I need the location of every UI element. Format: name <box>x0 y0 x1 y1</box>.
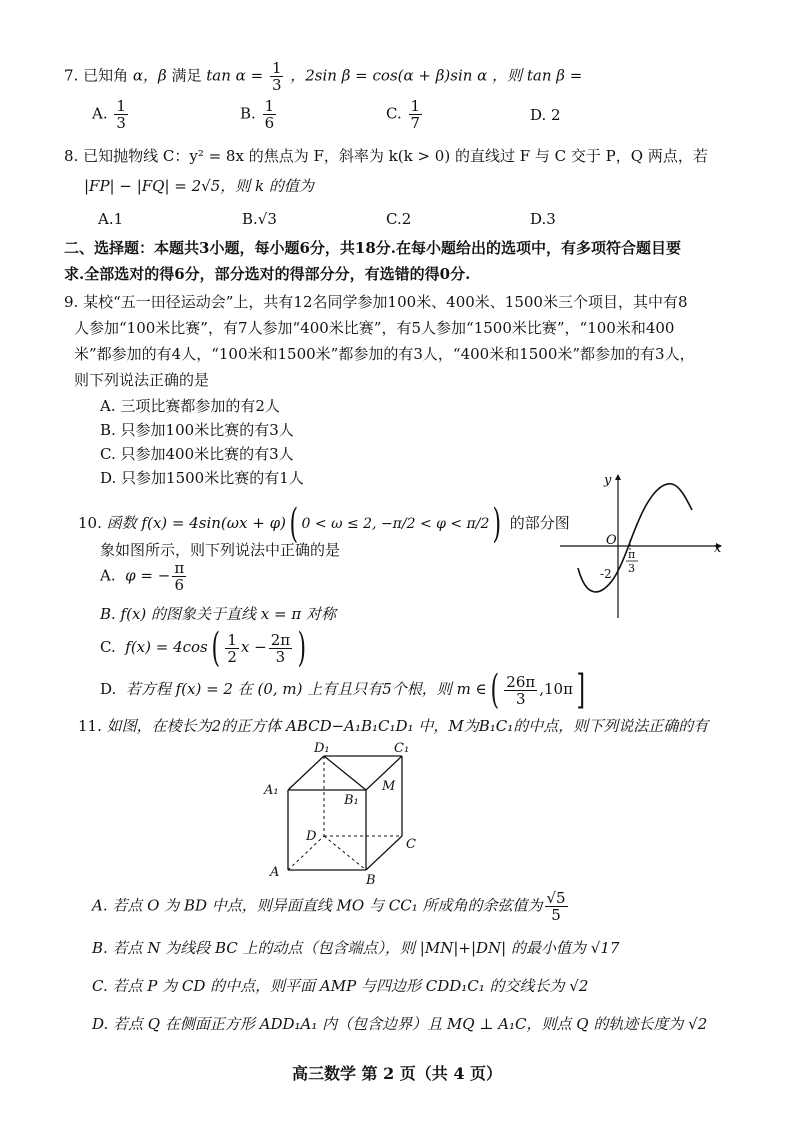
q9-option-b: B. 只参加100米比赛的有3人 <box>100 421 294 439</box>
x-tick-num: π <box>628 548 636 561</box>
q11-stem: 11. 如图，在棱长为2的正方体 ABCD−A₁B₁C₁D₁ 中，M为B₁C₁的中点，则下列说法正确的有 <box>78 717 709 735</box>
q10-option-a: A. φ = − $\frac{\pi}{6}$ <box>100 559 185 594</box>
q7-option-b: B. $\frac{1}{6}$ <box>240 97 275 132</box>
q10-sine-graph <box>556 470 726 620</box>
label-d1: D₁ <box>314 741 330 756</box>
q7-option-a: A. $\frac{1}{3}$ <box>92 97 126 132</box>
q9-stem-line3: 米”都参加的有4人，“100米和1500米”都参加的有3人，“400米和1500米”都参加的有3人， <box>74 345 695 363</box>
label-b1: B₁ <box>344 793 359 808</box>
x-axis-label: x <box>714 541 722 556</box>
q11-option-c: C. 若点 P 为 CD 的中点，则平面 AMP 与四边形 CDD₁C₁ 的交线长为 √2 <box>92 977 589 995</box>
q10-stem-line1: 10. 函数 f(x) = 4sin(ωx + φ)( 0 < ω ≤ 2, −π/2 < φ < π/2) 的部分图 <box>78 501 570 547</box>
label-d: D <box>306 829 317 844</box>
label-c: C <box>406 837 416 852</box>
q8-option-a: A.1 <box>98 210 124 228</box>
q10-option-b: B. f(x) 的图象关于直线 x = π 对称 <box>100 605 337 623</box>
q8-option-c: C.2 <box>386 210 412 228</box>
label-b: B <box>366 873 376 888</box>
q8-option-d: D.3 <box>530 210 556 228</box>
origin-label: O <box>606 533 617 548</box>
y-tick-label: -2 <box>600 567 612 581</box>
q8-stem-line2: |FP| − |FQ| = 2√5，则 k 的值为 <box>84 177 314 195</box>
label-c1: C₁ <box>394 741 410 756</box>
label-m: M <box>382 779 396 794</box>
q10-option-d: D. 若方程 f(x) = 2 在 (0, m) 上有且只有5个根，则 m ∈( $\frac{26\pi}{3}$ ,10π] <box>100 667 586 713</box>
q9-stem-line2: 人参加“100米比赛”，有7人参加“400米比赛”，有5人参加“1500米比赛”，“100米和400 <box>74 319 675 337</box>
q9-option-c: C. 只参加400米比赛的有3人 <box>100 445 294 463</box>
q7-stem: 7. 已知角 α，β 满足 tan α = $\frac{1}{3}$ ，2sin β = cos(α + β)sin α ，则 tan β = <box>64 59 583 94</box>
q11-option-d: D. 若点 Q 在侧面正方形 ADD₁A₁ 内（包含边界）且 MQ ⊥ A₁C，则点 Q 的轨迹长度为 √2 <box>92 1015 708 1033</box>
q9-stem-line4: 则下列说法正确的是 <box>74 371 210 389</box>
q7-number: 7. <box>64 66 79 85</box>
fraction: $\frac{1}{3}$ <box>271 59 282 94</box>
y-axis-label: y <box>604 473 612 488</box>
q9-option-d: D. 只参加1500米比赛的有1人 <box>100 469 304 487</box>
label-a: A <box>270 865 280 880</box>
q9-stem-line1: 9. 某校“五一田径运动会”上，共有12名同学参加100米、400米、1500米三个项目，其中有8 <box>64 293 688 311</box>
section2-heading-line1: 二、选择题：本题共3小题，每小题6分，共18分.在每小题给出的选项中，有多项符合题目要 <box>64 239 681 257</box>
q11-cube-figure <box>258 738 428 888</box>
page-footer: 高三数学 第 2 页（共 4 页） <box>291 1064 503 1083</box>
q8-option-b: B.√3 <box>242 210 277 228</box>
q8-stem-line1: 8. 已知抛物线 C：y² = 8x 的焦点为 F，斜率为 k(k > 0) 的直线过 F 与 C 交于 P，Q 两点，若 <box>64 147 708 165</box>
y-axis-arrow <box>615 474 621 480</box>
section2-heading-line2: 求.全部选对的得6分，部分选对的得部分分，有选错的得0分. <box>64 265 471 283</box>
sine-curve <box>578 484 692 592</box>
x-tick-den: 3 <box>628 562 635 575</box>
q10-stem-line2: 象如图所示，则下列说法中正确的是 <box>100 541 341 559</box>
q7-option-c: C. $\frac{1}{7}$ <box>386 97 421 132</box>
q11-option-b: B. 若点 N 为线段 BC 上的动点（包含端点），则 |MN|+|DN| 的最小值为 √17 <box>92 939 620 957</box>
q7-option-d: D. 2 <box>530 106 561 124</box>
q9-option-a: A. 三项比赛都参加的有2人 <box>100 397 280 415</box>
q11-option-a: A. 若点 O 为 BD 中点，则异面直线 MO 与 CC₁ 所成角的余弦值为 $\frac{√5}{5}$ <box>92 889 566 924</box>
label-a1: A₁ <box>264 783 279 798</box>
q10-option-c: C. f(x) = 4cos( $\frac{1}{2}$ x − $\frac{2\pi}{3}$ ) <box>100 625 307 671</box>
